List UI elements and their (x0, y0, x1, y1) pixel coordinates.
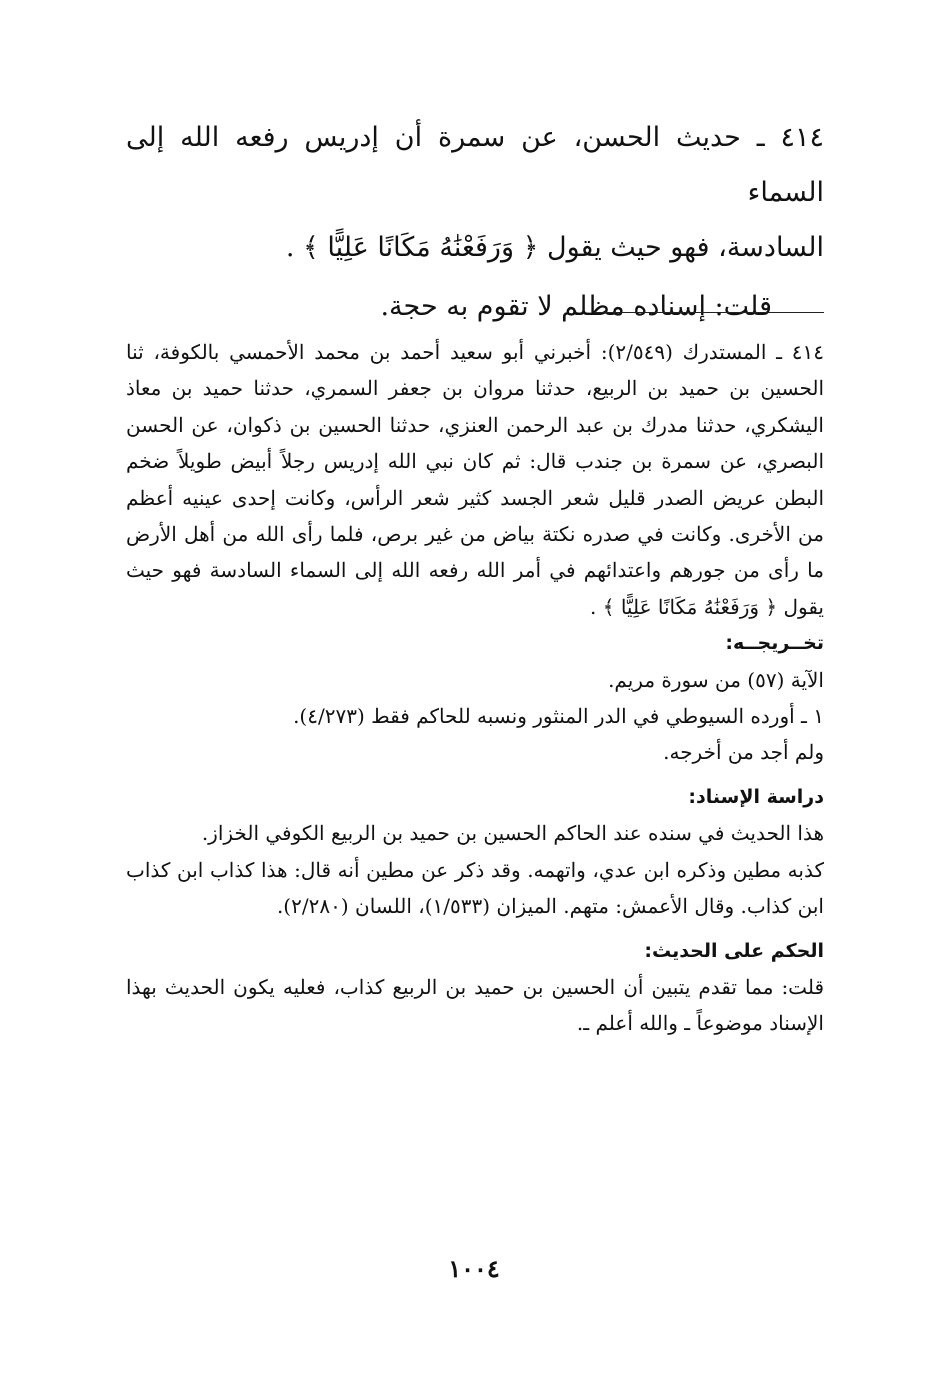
heading-isnad-study: دراسة الإسناد: (688, 785, 824, 808)
takhrij-line-3: ولم أجد من أخرجه. (663, 740, 824, 765)
takhrij-line-2: ١ ـ أورده السيوطي في الدر المنثور ونسبه للحاكم فقط (٤/٢٧٣). (293, 704, 824, 729)
main-text (126, 110, 824, 334)
hadith-text-line-1: ٤١٤ ـ حديث الحسن، عن سمرة أن إدريس رفعه الله إلى السماء (126, 122, 824, 208)
footnote-source-paragraph: ٤١٤ ـ المستدرك (٢/٥٤٩): أخبرني أبو سعيد أحمد بن محمد الأحمسي بالكوفة، ثنا الحسين بن حميد بن الربيع، حدثنا مروان بن جعفر السمري، حدثنا حميد بن معاذ اليشكري، حدثنا مدرك بن عبد الرحمن العنزي، حدثنا الحسين بن ذكوان، عن الحسن البصري، عن سمرة بن جندب قال: ثم كان نبي الله إدريس رجلاً أبيض طويلاً ضخم البطن عريض الصدر قليل شعر الجسد كثير شعر الرأس، وكانت إحدى عينيه أعظم من الأخرى. وكانت في صدره نكتة بياض من غير برص، فلما رأى الله من أهل الأرض ما رأى من جورهم واعتدائهم في أمر الله رفعه الله إلى السماء السادسة فهو حيث يقول ﴿ وَرَفَعْنَٰهُ مَكَانًا عَلِيًّا ﴾ . (126, 340, 825, 619)
ruling-paragraph: قلت: مما تقدم يتبين أن الحسين بن حميد بن الربيع كذاب، فعليه يكون الحديث بهذا الإسناد موضوعاً ـ والله أعلم ـ. (126, 974, 824, 1036)
page-number: ١٠٠٤ (448, 1254, 500, 1283)
isnad-paragraph-2: كذبه مطين وذكره ابن عدي، واتهمه. وقد ذكر عن مطين أنه قال: هذا كذاب ابن كذاب ابن كذاب. وقال الأعمش: متهم. الميزان (١/٥٣٣)، اللسان (٢/٢٨٠). (126, 857, 824, 919)
footnotes (126, 334, 824, 1042)
heading-ruling: الحكم على الحديث: (644, 939, 824, 962)
heading-takhrij: تخــريجــه: (725, 632, 824, 655)
isnad-paragraph-1: هذا الحديث في سنده عند الحاكم الحسين بن حميد بن الربيع الكوفي الخزاز. (201, 821, 824, 846)
verdict-line: قلت: إسناده مظلم لا تقوم به حجة. (380, 291, 772, 322)
footnote-divider (596, 312, 824, 313)
takhrij-line-1: الآية (٥٧) من سورة مريم. (608, 667, 824, 692)
hadith-text-line-2: السادسة، فهو حيث يقول ﴿ وَرَفَعْنَٰهُ مَكَانًا عَلِيًّا ﴾ . (285, 232, 824, 263)
